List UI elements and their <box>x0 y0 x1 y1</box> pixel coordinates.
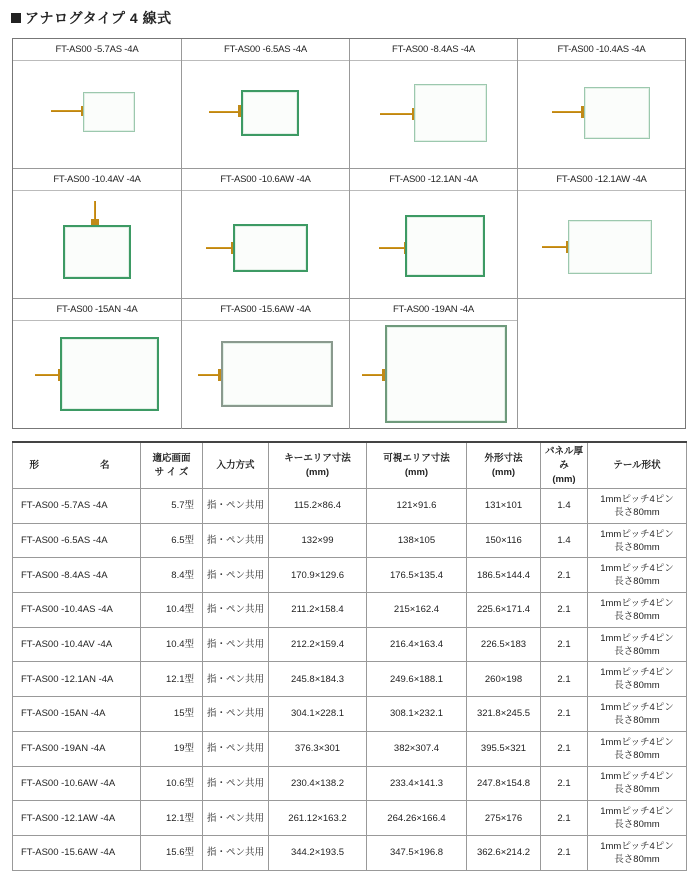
product-cell <box>13 299 182 429</box>
cell-key-area: 245.8×184.3 <box>269 662 367 697</box>
cell-visible-area: 308.1×232.1 <box>367 697 467 732</box>
cell-thickness: 2.1 <box>541 731 588 766</box>
tail-pitch: 1mmピッチ4ピン <box>600 701 674 713</box>
cell-key-area: 230.4×138.2 <box>269 766 367 801</box>
tail-length: 長さ80mm <box>614 853 660 865</box>
tail-pitch: 1mmピッチ4ピン <box>600 528 674 540</box>
tail-pitch: 1mmピッチ4ピン <box>600 493 674 505</box>
cell-screen-size: 10.4型 <box>141 593 203 628</box>
cell-thickness: 2.1 <box>541 697 588 732</box>
cell-model-name: FT-AS00 -12.1AN -4A <box>13 662 141 697</box>
cell-outer-size: 275×176 <box>467 801 541 836</box>
cell-visible-area: 233.4×141.3 <box>367 766 467 801</box>
cell-key-area: 115.2×86.4 <box>269 489 367 524</box>
cell-tail-shape <box>588 489 687 524</box>
product-caption: FT-AS00 -12.1AW -4A <box>518 169 685 191</box>
cell-model-name: FT-AS00 -10.4AS -4A <box>13 593 141 628</box>
table-row <box>13 662 687 697</box>
panel-image <box>350 321 517 429</box>
table-row <box>13 558 687 593</box>
cell-visible-area: 176.5×135.4 <box>367 558 467 593</box>
table-row <box>13 523 687 558</box>
panel-image <box>350 61 517 168</box>
tail-length: 長さ80mm <box>614 680 660 692</box>
tail-length: 長さ80mm <box>614 610 660 622</box>
cell-outer-size: 186.5×144.4 <box>467 558 541 593</box>
cell-input-method: 指・ペン共用 <box>203 697 269 732</box>
cell-input-method: 指・ペン共用 <box>203 801 269 836</box>
cell-outer-size: 247.8×154.8 <box>467 766 541 801</box>
cell-thickness: 1.4 <box>541 523 588 558</box>
product-cell <box>350 169 518 299</box>
product-caption: FT-AS00 -10.6AW -4A <box>182 169 349 191</box>
panel-image <box>518 61 685 168</box>
cell-tail-shape <box>588 801 687 836</box>
product-cell <box>182 169 350 299</box>
cell-screen-size: 10.6型 <box>141 766 203 801</box>
header-outer-size: 外形寸法 (mm) <box>467 442 541 489</box>
table-row <box>13 731 687 766</box>
cell-input-method: 指・ペン共用 <box>203 558 269 593</box>
cell-input-method: 指・ペン共用 <box>203 627 269 662</box>
cell-key-area: 170.9×129.6 <box>269 558 367 593</box>
cell-tail-shape <box>588 593 687 628</box>
tail-pitch: 1mmピッチ4ピン <box>600 597 674 609</box>
cell-thickness: 2.1 <box>541 627 588 662</box>
panel-image <box>13 321 181 429</box>
cell-visible-area: 138×105 <box>367 523 467 558</box>
product-cell <box>13 39 182 169</box>
spec-table <box>12 441 687 871</box>
cell-screen-size: 15型 <box>141 697 203 732</box>
product-cell <box>518 169 685 299</box>
cell-visible-area: 264.26×166.4 <box>367 801 467 836</box>
product-caption: FT-AS00 -10.4AS -4A <box>518 39 685 61</box>
cell-outer-size: 150×116 <box>467 523 541 558</box>
cell-model-name: FT-AS00 -10.4AV -4A <box>13 627 141 662</box>
cell-model-name: FT-AS00 -5.7AS -4A <box>13 489 141 524</box>
cell-tail-shape <box>588 627 687 662</box>
cell-outer-size: 362.6×214.2 <box>467 835 541 870</box>
cell-outer-size: 131×101 <box>467 489 541 524</box>
tail-pitch: 1mmピッチ4ピン <box>600 771 674 783</box>
cell-model-name: FT-AS00 -15AN -4A <box>13 697 141 732</box>
panel-image <box>518 191 685 298</box>
product-cell <box>350 39 518 169</box>
section-title: アナログタイプ 4 線式 <box>25 10 172 26</box>
product-caption: FT-AS00 -15.6AW -4A <box>182 299 349 321</box>
cell-key-area: 344.2×193.5 <box>269 835 367 870</box>
cell-thickness: 2.1 <box>541 558 588 593</box>
tail-pitch: 1mmピッチ4ピン <box>600 840 674 852</box>
cell-input-method: 指・ペン共用 <box>203 593 269 628</box>
cell-model-name: FT-AS00 -6.5AS -4A <box>13 523 141 558</box>
cell-tail-shape <box>588 731 687 766</box>
product-cell <box>350 299 518 429</box>
cell-model-name: FT-AS00 -12.1AW -4A <box>13 801 141 836</box>
table-row <box>13 766 687 801</box>
cell-tail-shape <box>588 835 687 870</box>
cell-input-method: 指・ペン共用 <box>203 835 269 870</box>
cell-model-name: FT-AS00 -19AN -4A <box>13 731 141 766</box>
cell-visible-area: 121×91.6 <box>367 489 467 524</box>
cell-key-area: 132×99 <box>269 523 367 558</box>
product-caption: FT-AS00 -12.1AN -4A <box>350 169 517 191</box>
cell-key-area: 212.2×159.4 <box>269 627 367 662</box>
cell-input-method: 指・ペン共用 <box>203 731 269 766</box>
cell-thickness: 2.1 <box>541 801 588 836</box>
product-caption: FT-AS00 -8.4AS -4A <box>350 39 517 61</box>
cell-tail-shape <box>588 662 687 697</box>
empty-cell <box>518 299 685 429</box>
cell-visible-area: 216.4×163.4 <box>367 627 467 662</box>
tail-pitch: 1mmピッチ4ピン <box>600 736 674 748</box>
cell-tail-shape <box>588 697 687 732</box>
product-caption: FT-AS00 -15AN -4A <box>13 299 181 321</box>
tail-length: 長さ80mm <box>614 714 660 726</box>
product-caption: FT-AS00 -19AN -4A <box>350 299 517 321</box>
tail-length: 長さ80mm <box>614 819 660 831</box>
cell-visible-area: 249.6×188.1 <box>367 662 467 697</box>
tail-pitch: 1mmピッチ4ピン <box>600 667 674 679</box>
tail-pitch: 1mmピッチ4ピン <box>600 563 674 575</box>
product-image-grid <box>12 38 686 429</box>
cell-thickness: 2.1 <box>541 766 588 801</box>
cell-screen-size: 19型 <box>141 731 203 766</box>
product-caption: FT-AS00 -5.7AS -4A <box>13 39 181 61</box>
product-caption: FT-AS00 -6.5AS -4A <box>182 39 349 61</box>
tail-length: 長さ80mm <box>614 645 660 657</box>
cell-outer-size: 225.6×171.4 <box>467 593 541 628</box>
cell-input-method: 指・ペン共用 <box>203 662 269 697</box>
header-tail-shape: テール形状 <box>588 442 687 489</box>
cell-thickness: 2.1 <box>541 835 588 870</box>
cell-model-name: FT-AS00 -15.6AW -4A <box>13 835 141 870</box>
table-row <box>13 489 687 524</box>
cell-model-name: FT-AS00 -8.4AS -4A <box>13 558 141 593</box>
cell-outer-size: 395.5×321 <box>467 731 541 766</box>
cell-input-method: 指・ペン共用 <box>203 523 269 558</box>
product-caption: FT-AS00 -10.4AV -4A <box>13 169 181 191</box>
cell-key-area: 261.12×163.2 <box>269 801 367 836</box>
header-name: 形 名 <box>13 442 141 489</box>
cell-input-method: 指・ペン共用 <box>203 489 269 524</box>
product-cell <box>13 169 182 299</box>
cell-outer-size: 321.8×245.5 <box>467 697 541 732</box>
cell-thickness: 1.4 <box>541 489 588 524</box>
cell-screen-size: 12.1型 <box>141 801 203 836</box>
square-bullet-icon <box>11 13 21 23</box>
cell-screen-size: 10.4型 <box>141 627 203 662</box>
panel-image <box>13 191 181 298</box>
panel-image <box>350 191 517 298</box>
cell-thickness: 2.1 <box>541 662 588 697</box>
cell-screen-size: 8.4型 <box>141 558 203 593</box>
table-row <box>13 627 687 662</box>
tail-length: 長さ80mm <box>614 576 660 588</box>
cell-visible-area: 347.5×196.8 <box>367 835 467 870</box>
product-cell <box>182 299 350 429</box>
cell-tail-shape <box>588 558 687 593</box>
cell-outer-size: 260×198 <box>467 662 541 697</box>
cell-visible-area: 382×307.4 <box>367 731 467 766</box>
tail-pitch: 1mmピッチ4ピン <box>600 632 674 644</box>
tail-pitch: 1mmピッチ4ピン <box>600 806 674 818</box>
tail-length: 長さ80mm <box>614 541 660 553</box>
tail-length: 長さ80mm <box>614 506 660 518</box>
product-cell <box>518 39 685 169</box>
header-visible-area: 可視エリア寸法 (mm) <box>367 442 467 489</box>
header-screen-size: 適応画面 サ イ ズ <box>141 442 203 489</box>
tail-length: 長さ80mm <box>614 784 660 796</box>
table-header-row <box>13 442 687 489</box>
cell-tail-shape <box>588 766 687 801</box>
table-row <box>13 801 687 836</box>
panel-image <box>182 321 349 429</box>
cell-thickness: 2.1 <box>541 593 588 628</box>
tail-length: 長さ80mm <box>614 749 660 761</box>
cell-visible-area: 215×162.4 <box>367 593 467 628</box>
header-input-method: 入力方式 <box>203 442 269 489</box>
section-heading <box>11 8 172 28</box>
cell-screen-size: 5.7型 <box>141 489 203 524</box>
table-row <box>13 835 687 870</box>
cell-screen-size: 6.5型 <box>141 523 203 558</box>
cell-key-area: 211.2×158.4 <box>269 593 367 628</box>
cell-input-method: 指・ペン共用 <box>203 766 269 801</box>
cell-key-area: 304.1×228.1 <box>269 697 367 732</box>
cell-tail-shape <box>588 523 687 558</box>
header-key-area: キーエリア寸法 (mm) <box>269 442 367 489</box>
header-thickness: パネル厚み (mm) <box>541 442 588 489</box>
cell-screen-size: 12.1型 <box>141 662 203 697</box>
panel-image <box>182 61 349 168</box>
panel-image <box>182 191 349 298</box>
cell-screen-size: 15.6型 <box>141 835 203 870</box>
cell-key-area: 376.3×301 <box>269 731 367 766</box>
cell-model-name: FT-AS00 -10.6AW -4A <box>13 766 141 801</box>
cell-outer-size: 226.5×183 <box>467 627 541 662</box>
table-row <box>13 697 687 732</box>
product-cell <box>182 39 350 169</box>
panel-image <box>13 61 181 168</box>
table-row <box>13 593 687 628</box>
